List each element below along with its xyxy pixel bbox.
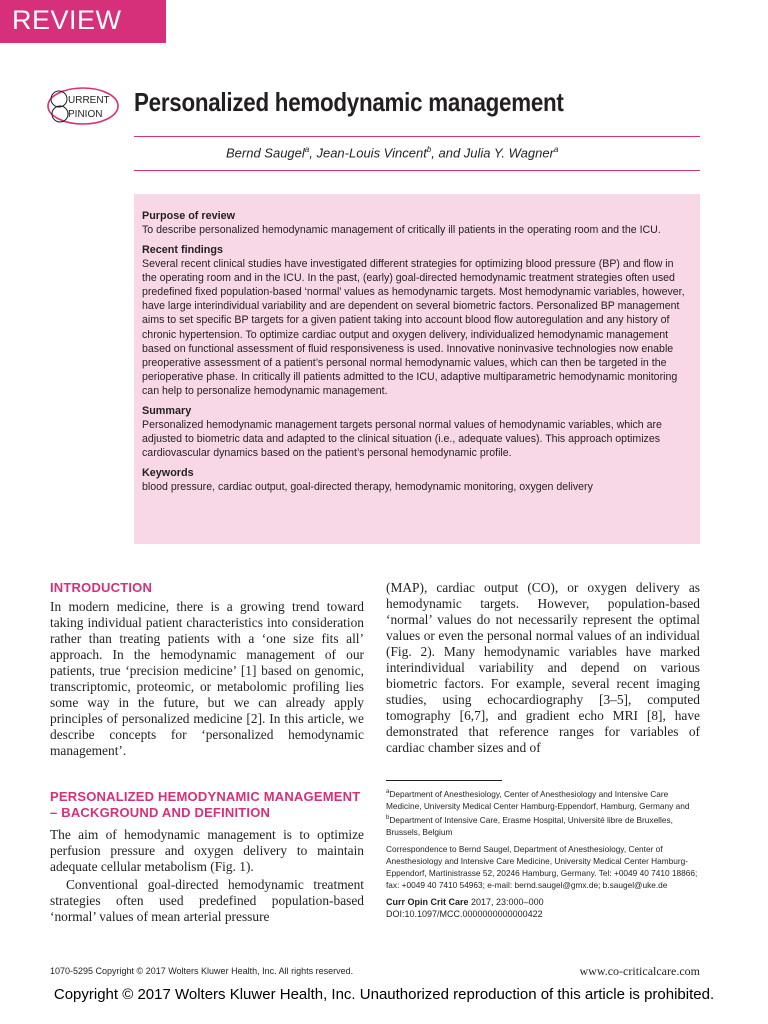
abstract-box — [134, 194, 700, 544]
current-opinion-logo — [46, 86, 120, 126]
journal-name: Curr Opin Crit Care — [386, 896, 469, 907]
doi: DOI:10.1097/MCC.0000000000000422 — [386, 908, 543, 919]
article-title: Personalized hemodynamic management — [134, 87, 564, 117]
correspondence: Correspondence to Bernd Saugel, Department of Anesthesiology, Center of Anesthesiology and Intensive Care Medicine, University Medical Center Hamburg-Eppendorf, Martinistrasse 52, 20246 Hamburg, Germany. Tel: +0049 40 7410 18866; fax: +0049 40 7410 54963; e-mail: bernd.saugel@gmx.de; b.saugel@uke.de — [386, 843, 698, 890]
author-1: Bernd Saugel — [226, 145, 305, 161]
aff-b: Department of Intensive Care, Erasme Hospital, Université libre de Bruxelles, Brussels, Belgium — [386, 814, 673, 837]
aff-a: Department of Anesthesiology, Center of Anesthesiology and Intensive Care Medicine, University Medical Center Hamburg-Eppendorf, Hamburg, Germany and — [386, 788, 690, 811]
section2-heading: PERSONALIZED HEMODYNAMIC MANAGEMENT – BACKGROUND AND DEFINITION — [50, 789, 361, 820]
intro-text: In modern medicine, there is a growing trend toward taking individual patient characteristics into consideration rather than treating patients with a ‘one size fits all’ approach. In the hemodynamic management of our patients, true ‘precision medicine’ [1] based on genomic, transcriptomic, proteomic, or metabolomic profiling lies some way in the future, but we can already apply principles of personalized medicine [2]. In this article, we describe concepts for ‘personalized hemodynamic management’. — [50, 599, 364, 758]
keywords-heading: Keywords — [142, 467, 194, 480]
aff-a-sup: a — [386, 789, 390, 795]
copyright-notice: Copyright © 2017 Wolters Kluwer Health, Inc. Unauthorized reproduction of this article is prohibited. — [53, 986, 715, 1003]
author-sep: , — [309, 145, 317, 161]
aff-b-sup: b — [386, 814, 390, 821]
section2-para1: The aim of hemodynamic management is to optimize perfusion pressure and oxygen delivery to maintain adequate cellular metabolism (Fig. 1). — [50, 827, 364, 874]
logo-bottom-text: PINION — [68, 109, 103, 120]
summary-heading: Summary — [142, 405, 192, 418]
summary-text: Personalized hemodynamic management targets personal normal values of hemodynamic variables, which are adjusted to biometric data and adapted to the clinical situation (i.e., adequate values). This approach optimizes cardiovascular dynamics based on the patient’s personal hemodynamic profile. — [142, 419, 662, 460]
author-2-sup: b — [426, 145, 432, 154]
right-column-text: (MAP), cardiac output (CO), or oxygen delivery as hemodynamic targets. However, population-based ‘normal’ values do not necessarily represent the optimal values or even the personal normal values of an individual (Fig. 2). Many hemodynamic variables have marked interindividual variability and depend on various biometric factors. For example, several recent imaging studies, using echocardiography [3–5], computed tomography [6,7], and gradient echo MRI [8], have demonstrated that reference ranges for variables of cardiac chamber sizes and of — [386, 580, 700, 755]
author-sep: , and — [431, 145, 464, 161]
purpose-heading: Purpose of review — [142, 210, 236, 222]
left-column — [50, 580, 364, 925]
footer-url[interactable]: www.co-criticalcare.com — [579, 964, 700, 978]
authors-line — [226, 145, 558, 160]
author-1-sup: a — [304, 145, 310, 154]
findings-heading: Recent findings — [142, 244, 223, 257]
title-rule — [134, 136, 700, 137]
findings-text: Several recent clinical studies have investigated different strategies for optimizing blood pressure (BP) and flow in the operating room and in the ICU. In the past, (early) goal-directed hemodynamic treatment strategies often used predefined fixed population-based ‘normal’ values as hemodynamic targets. Most hemodynamic variables, however, have large interindividual variability and are dependent on several biometric factors. Personalized BP management aims to set specific BP targets for a given patient taking into account blood flow autoregulation and any history of chronic hypertension. To optimize cardiac output and oxygen delivery, individualized hemodynamic management based on functional assessment of fluid responsiveness is used. Innovative noninvasive technologies now enable preoperative assessment of a patient’s personal normal hemodynamic values, which can then be targeted in the perioperative phase. In critically ill patients admitted to the ICU, adaptive multiparametric hemodynamic monitoring can help to personalize hemodynamic management. — [142, 258, 685, 397]
journal-line — [386, 896, 702, 908]
right-column — [386, 580, 700, 756]
purpose-text: To describe personalized hemodynamic management of critically ill patients in the operating room and the ICU. — [142, 224, 661, 236]
section2-para2: Conventional goal-directed hemodynamic treatment strategies often used predefined population-based ‘normal’ values of mean arterial pressure — [50, 877, 364, 924]
authors-rule — [134, 170, 700, 171]
author-3-sup: a — [553, 145, 559, 154]
footer-issn: 1070-5295 Copyright © 2017 Wolters Kluwer Health, Inc. All rights reserved. — [50, 966, 354, 976]
keywords-text: blood pressure, cardiac output, goal-directed therapy, hemodynamic monitoring, oxygen delivery — [142, 481, 593, 494]
affiliation-rule — [386, 780, 502, 781]
affiliations — [386, 786, 702, 925]
logo-top-text: URRENT — [68, 95, 110, 106]
review-tab — [0, 0, 166, 43]
affiliation-text — [386, 786, 702, 838]
intro-heading: INTRODUCTION — [50, 580, 153, 595]
review-label: REVIEW — [12, 5, 122, 35]
author-2: Jean-Louis Vincent — [316, 145, 427, 161]
author-3: Julia Y. Wagner — [463, 145, 554, 161]
journal-info: 2017, 23:000–000 — [468, 896, 544, 907]
